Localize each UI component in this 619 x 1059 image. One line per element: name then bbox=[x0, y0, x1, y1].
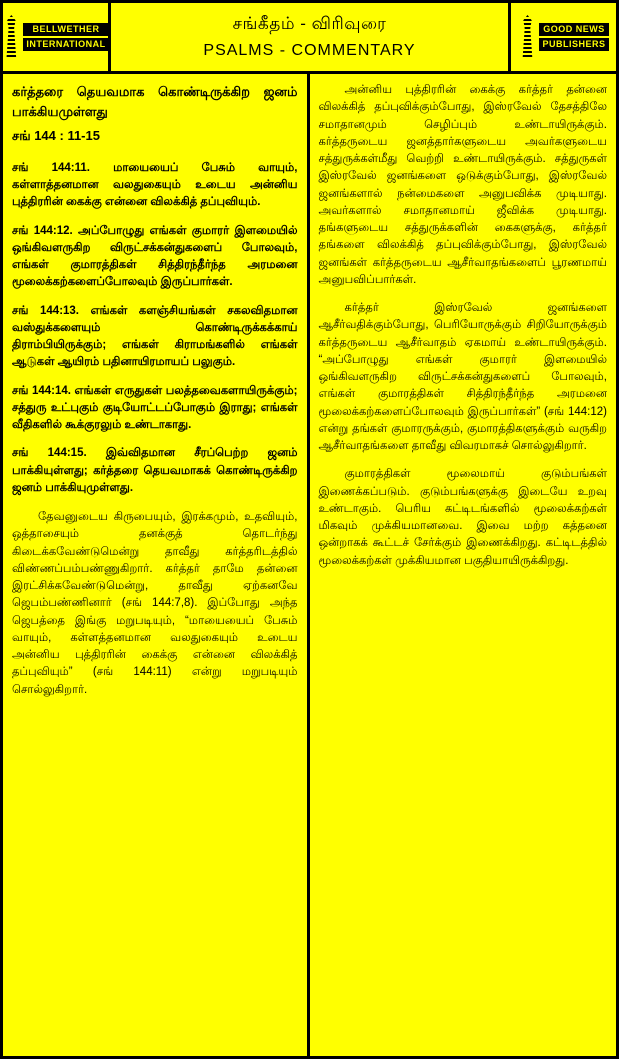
verse-text: சங் 144:13. எங்கள் களஞ்சியங்கள் சகலவிதமான வஸ்துக்களையும் கொண்டிருக்கக்காய் திராம்பியிருக்கும்; எங்கள் கிராமங்களில் எங்கள் ஆடுகள் ஆயிரம் பதினாயிரமாயப் பலுகும். bbox=[12, 304, 298, 369]
right-column bbox=[310, 74, 617, 1059]
logo-right-line1: GOOD NEWS bbox=[539, 23, 608, 36]
logo-left-line2: INTERNATIONAL bbox=[23, 38, 108, 51]
publisher-logo-left bbox=[3, 3, 111, 71]
torch-icon bbox=[518, 15, 536, 59]
scripture-reference: சங் 144 : 11-15 bbox=[12, 128, 100, 144]
verse-text: சங் 144:14. எங்கள் எருதுகள் பலத்தவைகளாயிருக்கும்; சத்துரு உட்புகும் குடியோட்டப்போகும் இராது; எங்கள் வீதிகளில் கூக்குரலும் உண்டாகாது. bbox=[12, 384, 298, 432]
logo-left-line1: BELLWETHER bbox=[23, 23, 108, 36]
verse-text: சங் 144:11. மாயையைப் பேசும் வாயும், கள்ளாத்தனமான வலதுகையும் உடைய அன்னிய புத்திரரின் கைக்கு என்னை விலக்கித் தப்புவியும். bbox=[12, 161, 298, 209]
commentary-paragraph: அன்னிய புத்திரரின் கைக்கு கர்த்தர் தன்னை விலக்கித் தப்புவிக்கும்போது, இஸ்ரவேல் தேசத்திலே சமாதானமும் செழிப்பும் உண்டாயிருக்கும். கர்த்தருடைய ஜனத்தார்களுடைய அவர்களுடைய சத்துருக்கள்மீது வெற்றி உண்டாயிருக்கும். சத்துருகள் இஸ்ரவேல் ஜனங்களை ஒடுக்கும்போது, இஸ்ரவேல் ஜனங்களால் நன்மைகளை அனுபவிக்க முடியாது. அவர்களால் சமாதானமாய் ஜீவிக்க முடியாது. தங்களுடைய சத்துருக்களின் கைகளுக்கு, கர்த்தர் தங்களை விலக்கித் தப்புவிக்கும்போது, இஸ்ரவேல் ஜனங்கள் கர்த்தருடைய ஆசீர்வாதங்களைப் பூரணமாய் அனுபவிப்பார்கள். bbox=[318, 84, 607, 286]
commentary-paragraph: கர்த்தர் இஸ்ரவேல் ஜனங்களை ஆசீர்வதிக்கும்போது, பெரியோருக்கும் சிறியோருக்கும் கர்த்தருடைய ஆசீர்வாதம் ஏகமாய் உண்டாயிருக்கும். “அப்போழுது எங்கள் குமாரர் இளமையில் ஒங்கிவளருகிற விருட்சக்கன்துகளைப் போலவும், எங்கள் குமாரத்திகள் சித்திரந்தீர்ந்த அரமனை மூலைக்கற்களைப்போலவும் இருப்பார்கள்” (சங் 144:12) என்று தங்கள் குமாரருக்கும், குமாரத்திகளுக்கும் வருகிற ஆசீர்வாதங்களை தாவீது விவரமாகச் சொல்லுகிறார். bbox=[318, 302, 607, 452]
commentary-paragraph: குமாரத்திகள் மூலைமாய் குடும்பங்கள் இணைக்கப்படும். குடும்பங்களுக்கு இடையே உறவு உண்டாகும். பெரிய கட்டிடங்களில் மூலைக்கற்கள் மிகவும் முக்கியமானவை. இவை மற்ற கத்தனை ஒன்றாகக் கூட்டச் சேர்க்கும் இணைக்கிறது. கட்டிடத்தில் மூலைக்கற்கள் முக்கியமான பகுதியாயிருக்கிறது. bbox=[318, 468, 607, 567]
page-title-english: PSALMS - COMMENTARY bbox=[203, 42, 416, 59]
publisher-logo-right bbox=[508, 3, 616, 71]
left-column bbox=[3, 74, 310, 1059]
verse-text: சங் 144:15. இவ்விதமான சீரப்பெற்ற ஜனம் பாக்கியுள்ளது; கர்த்தரை தெயவமாகக் கொண்டிருக்கிற ஜனம் பாக்கியுமுள்ளது. bbox=[12, 447, 298, 494]
commentary-paragraph: தேவனுடைய கிருபையும், இரக்கமும், உதவியும், ஒத்தாசையும் தனக்குத் தொடர்ந்து கிடைக்கவேண்டுமென்று தாவீது கர்த்தரிடத்தில் விண்ணப்பம்பண்ணுகிறார். கர்த்தர் தாமே தன்னை இரட்சிக்கவேண்டுமென்று, தாவீது ஏற்கனவே ஜெபம்பண்ணினார் (சங் 144:7,8). இப்போது அந்த ஜெபத்தை இங்கு மறுபடியும், “மாயையைப் பேசும் வாயும், கள்ளத்தனமான வலதுகையும் உடைய அன்னிய புத்திரரின் கைக்கு என்னை விலக்கித் தப்புவியும்” (சங் 144:11) என்று மறுபடியும் சொல்லுகிறார். bbox=[12, 511, 298, 696]
page-title-tamil: சங்கீதம் - விரிவுரை bbox=[232, 14, 387, 33]
page-header bbox=[3, 3, 616, 74]
verse-text: சங் 144:12. அப்போழுது எங்கள் குமாரர் இளமையில் ஒங்கிவளருகிற விருட்சக்கன்துகளைப் போலவும், எங்கள் குமாரத்திகள் சித்திரந்தீர்ந்த அரமனை மூலைக்கற்களைப்போலவும் இருப்பார்கள். bbox=[12, 224, 298, 289]
page-title-block bbox=[111, 3, 508, 71]
section-heading: கர்த்தரை தெயவமாக கொண்டிருக்கிற ஜனம் பாக்கியமுள்ளது bbox=[12, 84, 298, 120]
torch-icon bbox=[2, 15, 20, 59]
content-columns bbox=[3, 74, 616, 1059]
logo-right-line2: PUBLISHERS bbox=[539, 38, 608, 51]
